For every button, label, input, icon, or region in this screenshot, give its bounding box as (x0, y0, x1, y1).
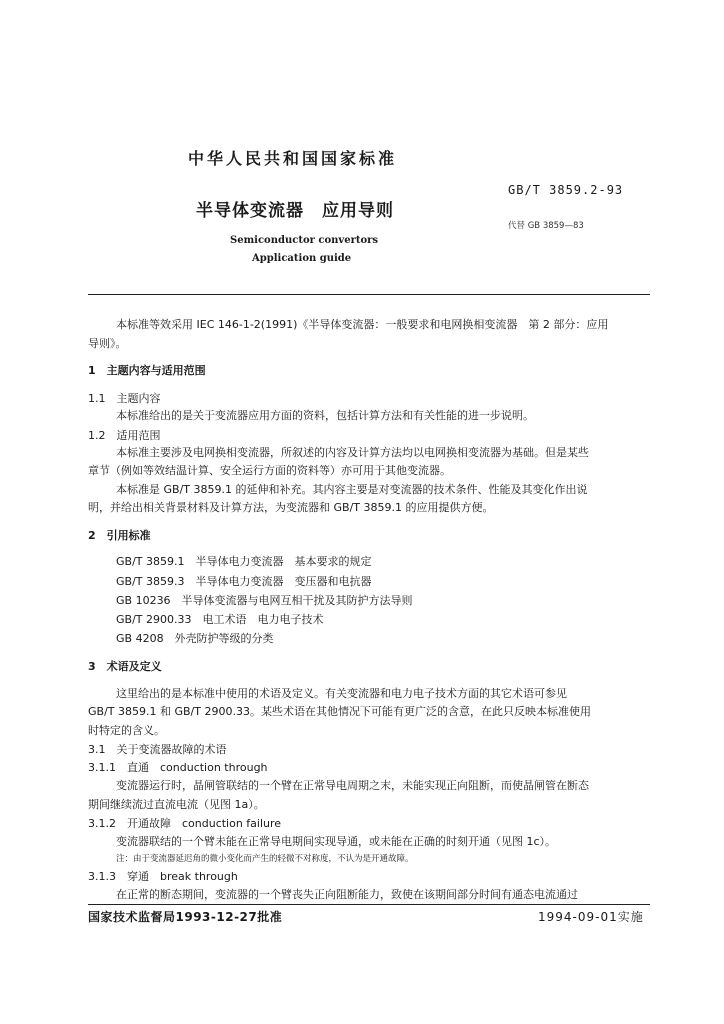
intro-line-1: 本标准等效采用 IEC 146-1-2(1991)《半导体变流器：一般要求和电网换相变流器 第 2 部分：应用 (116, 318, 609, 331)
clause-3-1-3-heading: 3.1.3 穿通 break through (88, 870, 238, 883)
english-title-line-1: Semiconductor convertors (230, 235, 379, 246)
intro-line-2: 导则》。 (88, 337, 127, 350)
clause-3-1-3-line-1: 在正常的断态期间，变流器的一个臂丧失正向阻断能力，致使在该期间部分时间有通态电流通过 (116, 888, 578, 901)
clause-1-1-text: 本标准给出的是关于变流器应用方面的资料，包括计算方法和有关性能的进一步说明。 (116, 409, 534, 422)
clause-1-2-line-3: 本标准是 GB/T 3859.1 的延伸和补充。其内容主要是对变流器的技术条件、性能及其变化作出说 (116, 483, 588, 496)
issuing-org: 中华人民共和国国家标准 (188, 149, 398, 168)
reference-item: GB/T 2900.33 电工术语 电力电子技术 (116, 613, 324, 626)
reference-item: GB 10236 半导体变流器与电网互相干扰及其防护方法导则 (116, 594, 413, 607)
clause-1-1-heading: 1.1 主题内容 (88, 392, 161, 405)
clause-3-1-heading: 3.1 关于变流器故障的术语 (88, 743, 227, 756)
clause-3-1-1-heading: 3.1.1 直通 conduction through (88, 761, 268, 774)
effective-date: 1994-09-01实施 (538, 910, 644, 924)
header-divider (88, 294, 650, 295)
section-3-para-line-2: GB/T 3859.1 和 GB/T 2900.33。某些术语在其他情况下可能有更广泛的含意，在此只反映本标准使用 (88, 705, 591, 718)
section-3-heading: 3 术语及定义 (88, 660, 162, 673)
clause-1-2-heading: 1.2 适用范围 (88, 429, 161, 442)
section-2-heading: 2 引用标准 (88, 529, 151, 542)
clause-3-1-1-line-1: 变流器运行时，晶闸管联结的一个臂在正常导电周期之末，未能实现正向阻断，而使晶闸管在断态 (116, 779, 589, 792)
reference-item: GB 4208 外壳防护等级的分类 (116, 632, 274, 645)
reference-item: GB/T 3859.1 半导体电力变流器 基本要求的规定 (116, 555, 372, 568)
clause-1-2-line-2: 章节（例如等效结温计算、安全运行方面的资料等）亦可用于其他变流器。 (88, 464, 451, 477)
clause-1-2-line-1: 本标准主要涉及电网换相变流器，所叙述的内容及计算方法均以电网换相变流器为基础。但是某些 (116, 446, 589, 459)
clause-3-1-2-line-1: 变流器联结的一个臂未能在正常导电期间实现导通，或未能在正确的时刻开通（见图 1c）。 (116, 835, 557, 848)
section-1-heading: 1 主题内容与适用范围 (88, 364, 206, 377)
footer-divider (88, 904, 650, 905)
english-title-line-2: Application guide (252, 253, 352, 264)
approval-date: 国家技术监督局1993-12-27批准 (88, 910, 283, 924)
clause-1-2-line-4: 明，并给出相关背景材料及计算方法，为变流器和 GB/T 3859.1 的应用提供方便。 (88, 501, 494, 514)
replaces-standard: 代替 GB 3859—83 (508, 221, 584, 231)
clause-3-1-2-note: 注：由于变流器延迟角的微小变化而产生的轻微不对称度，不认为是开通故障。 (116, 854, 414, 864)
standard-number: GB/T 3859.2-93 (508, 183, 624, 197)
clause-3-1-1-line-2: 期间继续流过直流电流（见图 1a）。 (88, 798, 265, 811)
section-3-para-line-3: 时特定的含义。 (88, 724, 165, 737)
reference-item: GB/T 3859.3 半导体电力变流器 变压器和电抗器 (116, 575, 372, 588)
clause-3-1-2-heading: 3.1.2 开通故障 conduction failure (88, 817, 282, 830)
document-title: 半导体变流器 应用导则 (196, 201, 394, 221)
section-3-para-line-1: 这里给出的是本标准中使用的术语及定义。有关变流器和电力电子技术方面的其它术语可参见 (116, 687, 567, 700)
